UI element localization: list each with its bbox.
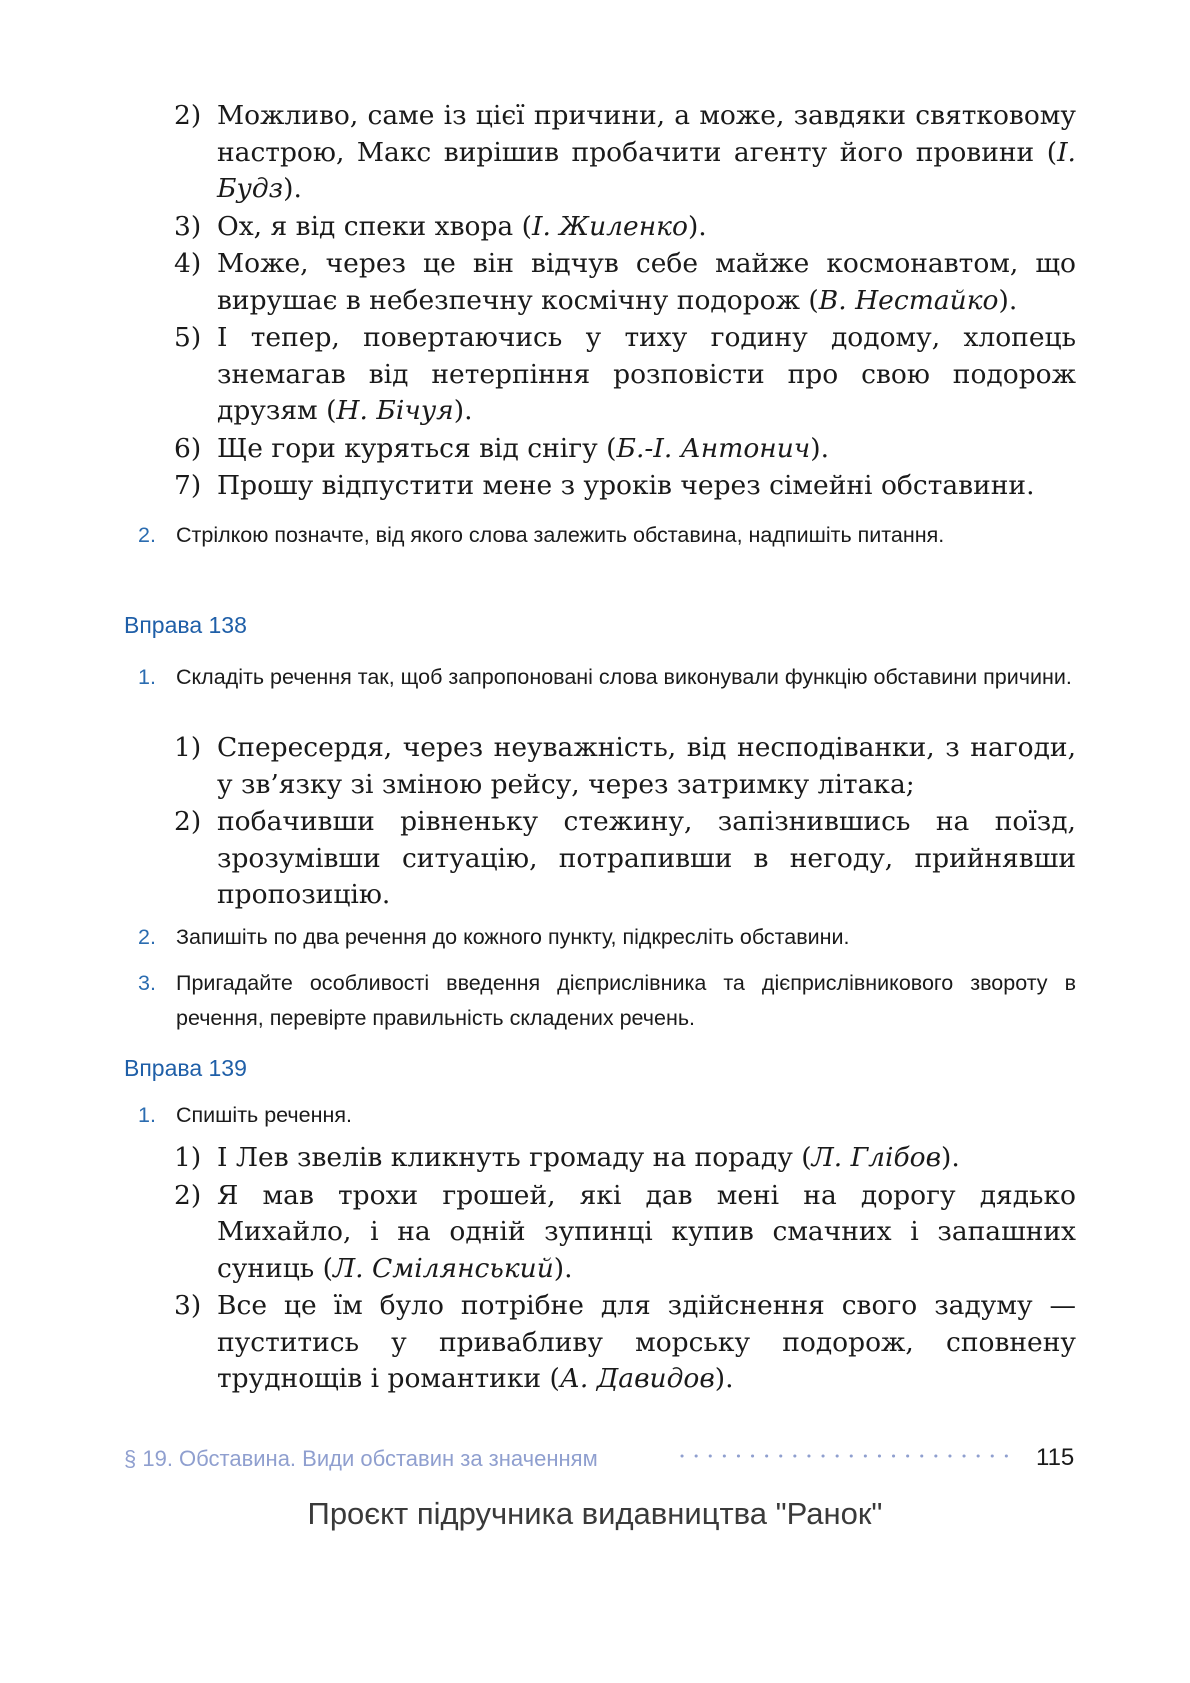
item-text: Можливо, саме із цієї причини, а може, завдяки святковому настрою, Макс вирішив пробачити агенту його провини (	[217, 100, 1076, 168]
list-item	[174, 1140, 1076, 1177]
item-author: Л. Глібов	[811, 1142, 942, 1173]
item-author: І. Жиленко	[531, 210, 688, 242]
item-end: ).	[998, 284, 1018, 316]
list-item	[174, 1178, 1076, 1288]
item-number: 6)	[174, 432, 202, 464]
item-author: Н. Бічуя	[336, 395, 454, 426]
list-item	[174, 468, 1076, 505]
item-author: Л. Смілянський	[333, 1252, 554, 1284]
list-item	[174, 98, 1076, 208]
list-item	[174, 431, 1076, 468]
task-text: Складіть речення так, щоб запропоновані слова виконували функцію обставини причини.	[176, 665, 1072, 689]
list-item	[174, 320, 1076, 430]
exercise-heading-139: Вправа 139	[124, 1055, 247, 1081]
item-end: ).	[714, 1363, 734, 1394]
item-text: побачивши рівненьку стежину, запізнившись на поїзд, зрозумівши ситуацію, потрапивши в негоду, прийнявши пропозицію.	[217, 806, 1076, 910]
item-number: 2)	[174, 1179, 202, 1211]
task-number: 2.	[138, 925, 156, 949]
item-number: 1)	[174, 732, 202, 763]
item-text: Я мав трохи грошей, які дав мені на дорогу дядько Михайло, і на одній зупинці купив смачних і запашних суниць (	[217, 1179, 1076, 1284]
item-number: 3)	[174, 1290, 202, 1321]
sentence-list-top	[174, 98, 1076, 506]
page-number: 115	[1036, 1444, 1075, 1471]
task-instruction	[138, 1098, 1076, 1133]
footer-section-title: § 19. Обставина. Види обставин за значенням	[124, 1446, 598, 1471]
item-number: 4)	[174, 248, 202, 279]
item-author: А. Давидов	[559, 1363, 715, 1394]
item-text: І Лев звелів кликнуть громаду на пораду (	[217, 1142, 812, 1173]
task-text: Стрілкою позначте, від якого слова залежить обставина, надпишіть питання.	[176, 523, 945, 547]
list-item	[174, 246, 1076, 319]
task-instruction	[138, 966, 1076, 1036]
task-number: 2.	[138, 523, 156, 547]
item-author: І. Будз	[217, 136, 1076, 204]
item-end: ).	[453, 395, 473, 426]
item-number: 5)	[174, 322, 202, 353]
task-number: 3.	[138, 971, 156, 995]
item-text: Ще гори куряться від снігу (	[217, 432, 617, 464]
item-end: ).	[810, 432, 830, 464]
item-text: Ох, я від спеки хвора (	[217, 210, 532, 242]
item-end: ).	[687, 210, 707, 242]
item-text: Все це їм було потрібне для здійснення свого задуму — пуститись у привабливу морську подорож, сповнену труднощів і романтики (	[217, 1290, 1076, 1394]
task-number: 1.	[138, 1103, 156, 1127]
list-item	[174, 209, 1076, 246]
item-number: 7)	[174, 470, 202, 501]
item-text: Прошу відпустити мене з уроків через сімейні обставини.	[217, 470, 1035, 501]
item-end: ).	[941, 1142, 960, 1173]
item-author: Б.-І. Антонич	[616, 432, 811, 464]
task-instruction	[138, 660, 1076, 695]
task-text: Пригадайте особливості введення дієприслівника та дієприслівникового звороту в речення, перевірте правильність складених речень.	[176, 971, 1076, 1030]
footer-dotted-leader	[680, 1451, 1020, 1461]
task-text: Спишіть речення.	[176, 1103, 352, 1127]
exercise-139-list	[174, 1140, 1076, 1399]
exercise-138-list	[174, 730, 1076, 915]
item-text: Спересердя, через неуважність, від несподіванки, з нагоди, у зв’язку зі зміною рейсу, через затримку літака;	[217, 732, 1076, 800]
exercise-heading-138: Вправа 138	[124, 612, 247, 638]
item-number: 3)	[174, 210, 202, 242]
task-text: Запишіть по два речення до кожного пункту, підкресліть обставини.	[176, 925, 850, 949]
item-text: Може, через це він відчув себе майже космонавтом, що вирушає в небезпечну космічну подорож (	[217, 248, 1076, 316]
list-item	[174, 730, 1076, 803]
list-item	[174, 1288, 1076, 1398]
item-text: І тепер, повертаючись у тиху годину додому, хлопець знемагав від нетерпіння розповісти про свою подорож друзям (	[217, 322, 1076, 426]
task-number: 1.	[138, 665, 156, 689]
item-number: 2)	[174, 806, 202, 837]
publisher-watermark: Проєкт підручника видавництва "Ранок"	[307, 1496, 883, 1531]
item-number: 2)	[174, 100, 202, 131]
item-author: В. Нестайко	[818, 284, 999, 316]
item-end: ).	[283, 173, 302, 204]
item-end: ).	[553, 1252, 573, 1284]
task-instruction	[138, 518, 1076, 553]
task-instruction	[138, 920, 1076, 955]
list-item	[174, 804, 1076, 914]
item-number: 1)	[174, 1142, 202, 1173]
